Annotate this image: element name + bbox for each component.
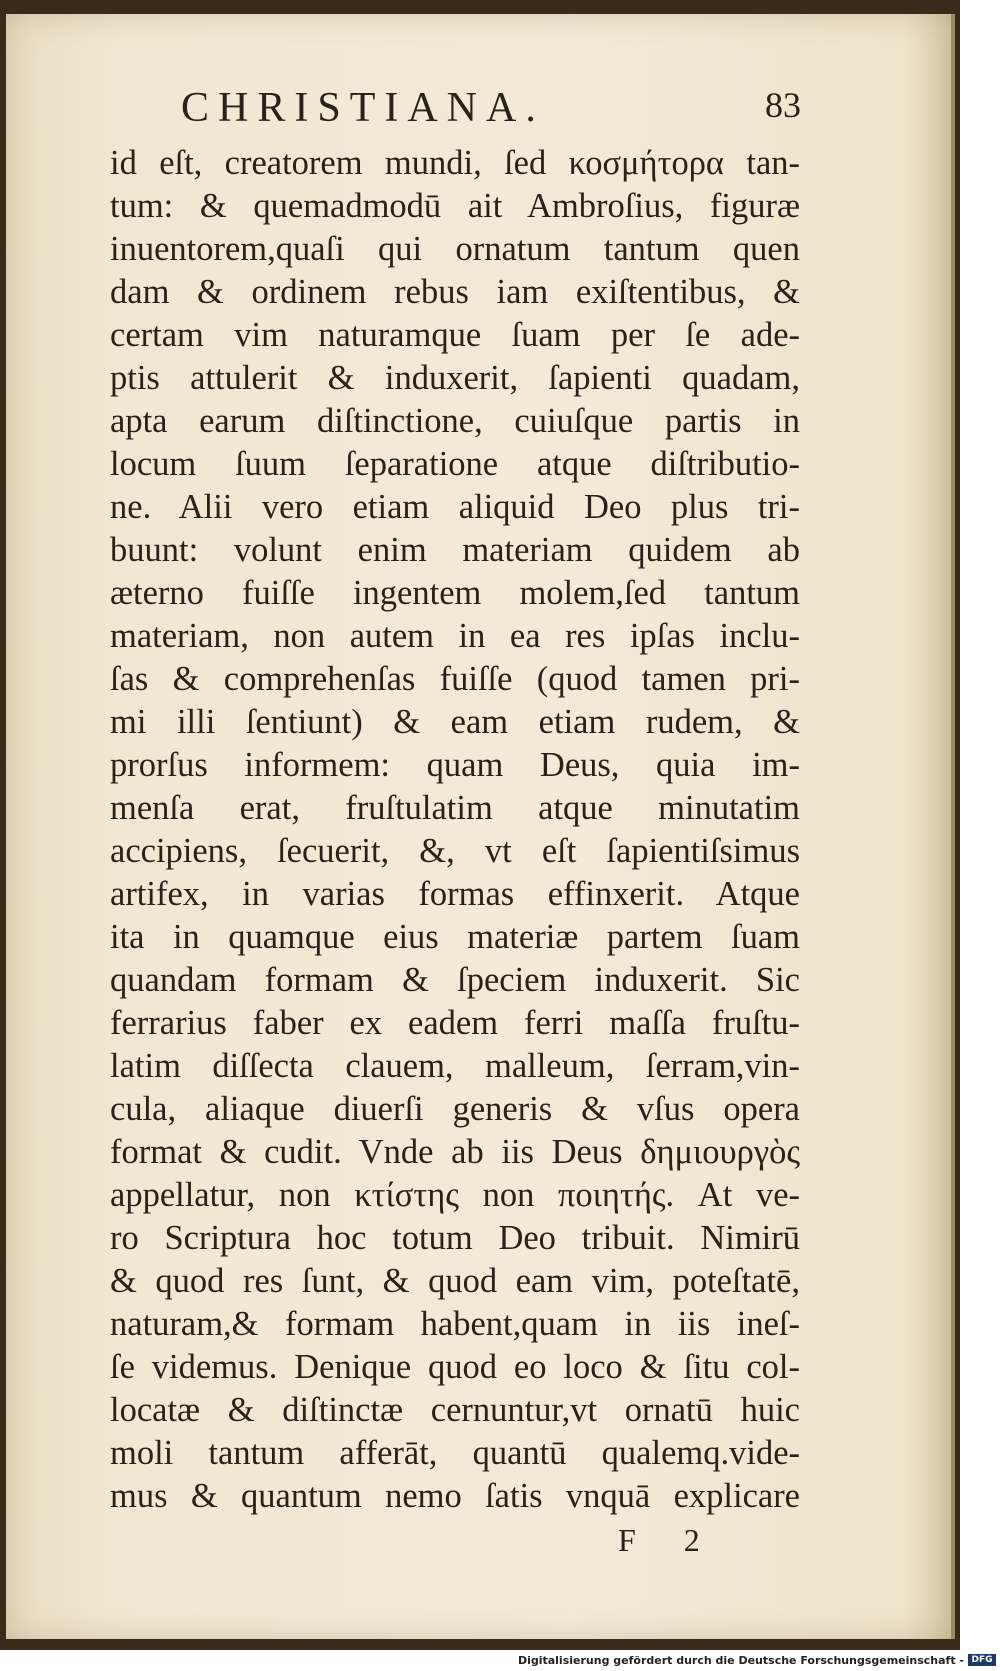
text-line: moli tantum afferāt, quantū qualemq.vide- (110, 1434, 800, 1472)
text-line: ne. Alii vero etiam aliquid Deo plus tri- (110, 488, 800, 526)
text-line: locatæ & diſtinctæ cernuntur,vt ornatū huic (110, 1391, 800, 1429)
text-line: certam vim naturamque ſuam per ſe ade- (110, 316, 800, 354)
text-line: & quod res ſunt, & quod eam vim, poteſtatē, (110, 1262, 800, 1300)
text-line: inuentorem,quaſi qui ornatum tantum quen (110, 230, 800, 268)
text-line: accipiens, ſecuerit, &, vt eſt ſapientiſsimus (110, 832, 800, 870)
text-line: ro Scriptura hoc totum Deo tribuit. Nimirū (110, 1219, 800, 1257)
text-line: ferrarius faber ex eadem ferri maſſa fruſtu- (110, 1004, 800, 1042)
text-line: menſa erat, fruſtulatim atque minutatim (110, 789, 800, 827)
footer-bar (0, 1650, 1000, 1671)
running-title: CHRISTIANA. (181, 85, 545, 131)
text-line: artifex, in varias formas effinxerit. Atque (110, 875, 800, 913)
text-line: ita in quamque eius materiæ partem ſuam (110, 918, 800, 956)
funding-credit: Digitalisierung gefördert durch die Deutsche Forschungsgemeinschaft - (517, 1654, 964, 1667)
text-line: prorſus informem: quam Deus, quia im- (110, 746, 800, 784)
body-text (110, 142, 800, 1518)
text-line: id eſt, creatorem mundi, ſed κοσμήτορα tan- (110, 144, 800, 182)
text-line: materiam, non autem in ea res ipſas inclu- (110, 617, 800, 655)
text-line: dam & ordinem rebus iam exiſtentibus, & (110, 273, 800, 311)
text-line: mi illi ſentiunt) & eam etiam rudem, & (110, 703, 800, 741)
text-line: naturam,& formam habent,quam in iis ineſ- (110, 1305, 800, 1343)
text-line: apta earum diſtinctione, cuiuſque partis in (110, 402, 800, 440)
page-header (181, 84, 801, 144)
page-number: 83 (765, 85, 801, 125)
signature-mark: F 2 (618, 1522, 720, 1558)
text-line: buunt: volunt enim materiam quidem ab (110, 531, 800, 569)
book-page (6, 14, 955, 1639)
text-line: æterno fuiſſe ingentem molem,ſed tantum (110, 574, 800, 612)
dfg-logo: DFG (968, 1654, 996, 1666)
text-line: tum: & quemadmodū ait Ambroſius, figuræ (110, 187, 800, 225)
text-line: format & cudit. Vnde ab iis Deus δημιουργὸς (110, 1133, 800, 1171)
text-line: ſe videmus. Denique quod eo loco & ſitu col- (110, 1348, 800, 1386)
text-line: mus & quantum nemo ſatis vnquā explicare (110, 1477, 800, 1515)
text-line: cula, aliaque diuerſi generis & vſus opera (110, 1090, 800, 1128)
text-line: quandam formam & ſpeciem induxerit. Sic (110, 961, 800, 999)
text-line: locum ſuum ſeparatione atque diſtributio- (110, 445, 800, 483)
text-line: ptis attulerit & induxerit, ſapienti quadam, (110, 359, 800, 397)
text-line: latim diſſecta clauem, malleum, ſerram,vin- (110, 1047, 800, 1085)
text-line: ſas & comprehenſas fuiſſe (quod tamen pri- (110, 660, 800, 698)
text-line: appellatur, non κτίστης non ποιητής. At ve- (110, 1176, 800, 1214)
